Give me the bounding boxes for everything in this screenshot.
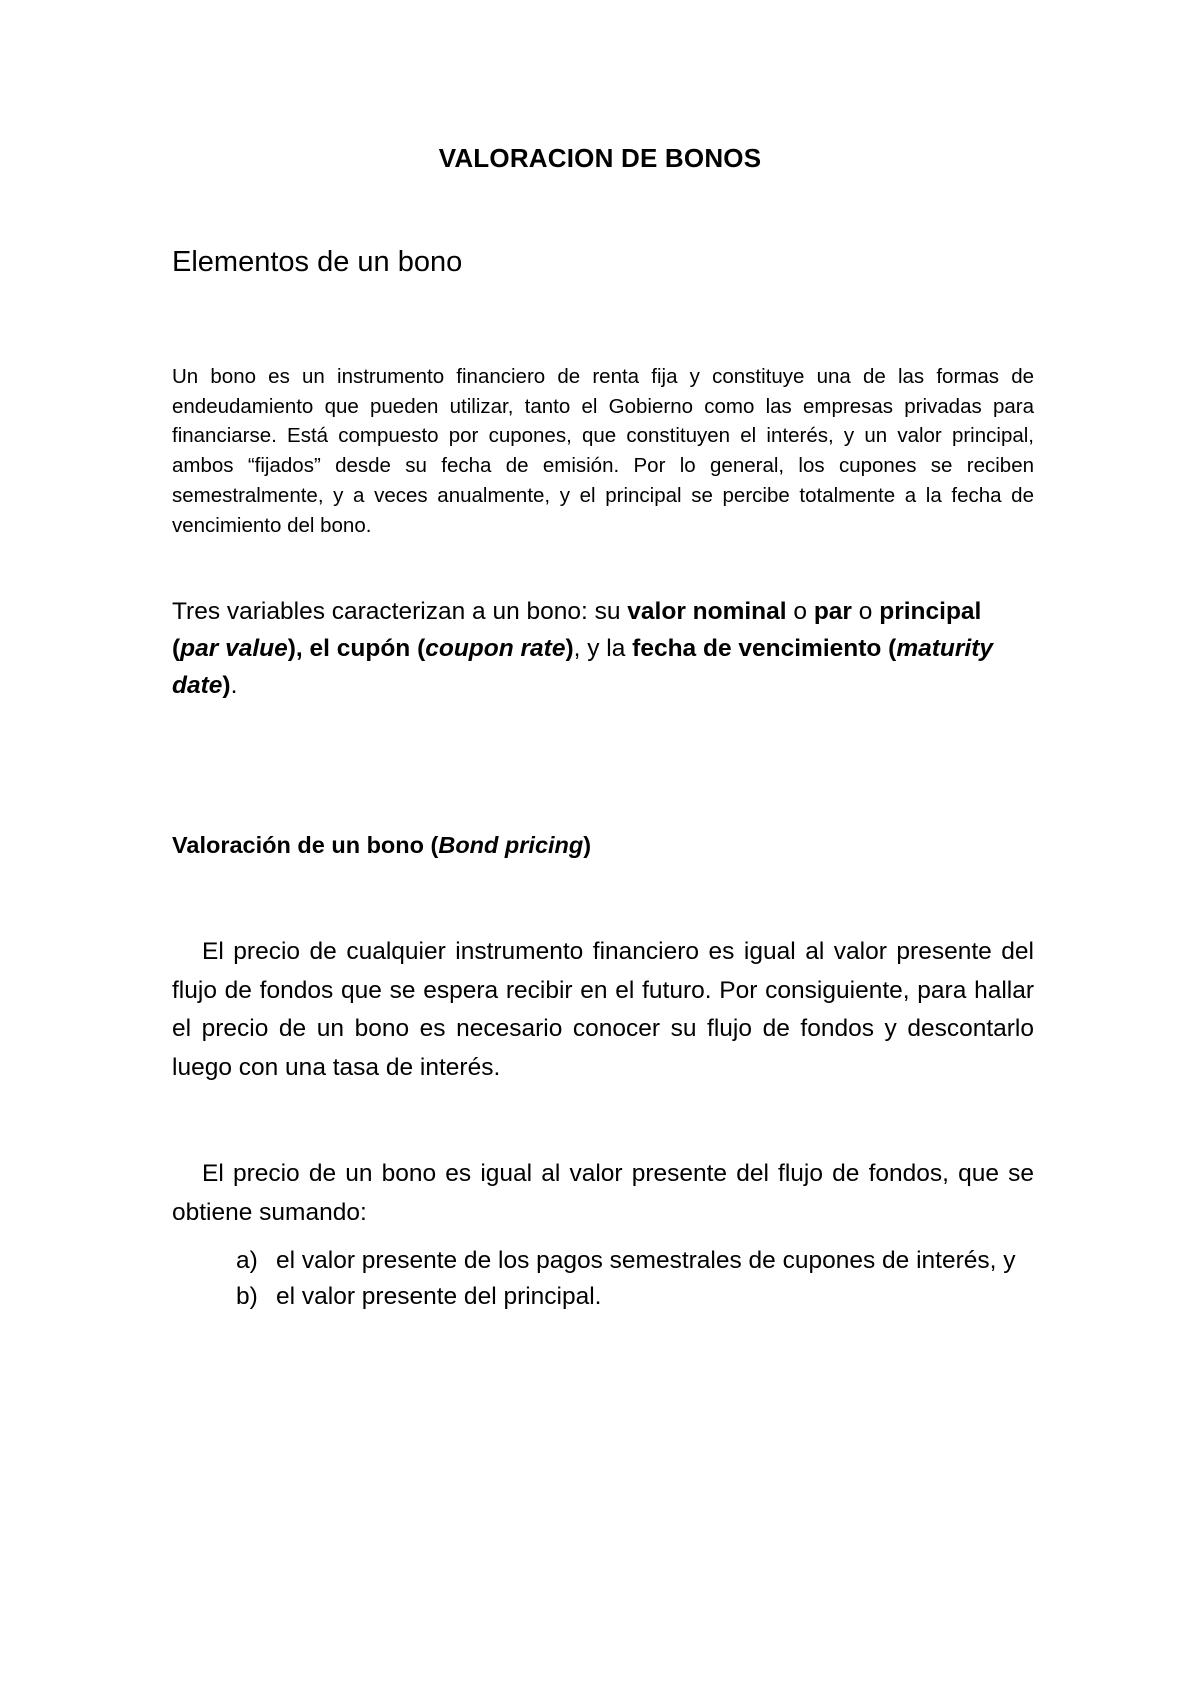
heading-close: )	[583, 832, 592, 858]
bond-variables-paragraph	[172, 593, 1034, 704]
heading-italic: Bond pricing	[438, 832, 584, 858]
paren-open: (	[172, 635, 181, 662]
text-span: o	[786, 598, 814, 625]
price-definition-paragraph	[172, 933, 1034, 1087]
list-marker: b)	[236, 1283, 258, 1310]
paragraph-text: El precio de cualquier instrumento financiero es igual al valor presente del flujo de fondos que se espera recibir en el futuro. Por consiguiente, para hallar el precio de un bono es necesario conocer su flujo de fondos y descontarlo luego con una tasa de interés.	[172, 938, 1034, 1081]
term-par-value: par value	[180, 635, 288, 662]
term-coupon-rate: coupon rate	[425, 635, 566, 662]
heading-text: Valoración de un bono (	[172, 832, 439, 858]
section-heading-elements: Elementos de un bono	[172, 246, 463, 278]
list-item	[236, 1281, 1036, 1313]
list-item	[236, 1245, 1036, 1277]
list-marker: a)	[236, 1247, 258, 1274]
term-valor-nominal: valor nominal	[627, 598, 787, 625]
term-fecha-vencimiento: fecha de vencimiento (	[632, 635, 897, 662]
list-item-text: el valor presente del principal.	[276, 1283, 602, 1310]
term-cupon: ), el cupón (	[287, 635, 426, 662]
bond-definition-paragraph: Un bono es un instrumento financiero de renta fija y constituye una de las formas de endeudamiento que pueden utilizar, tanto el Gobierno como las empresas privadas para financiarse. Está compuesto por cupones, que constituyen el interés, y un valor principal, ambos “fijados” desde su fecha de emisión. Por lo general, los cupones se reciben semestralmente, y a veces anualmente, y el principal se percibe totalmente a la fecha de vencimiento del bono.	[172, 365, 1034, 537]
paren-close: )	[222, 672, 231, 699]
paren-close: )	[565, 635, 574, 662]
list-item-text: el valor presente de los pagos semestrales de cupones de interés, y	[276, 1247, 1016, 1274]
text-span: Tres variables caracterizan a un bono: su	[172, 598, 628, 625]
paragraph-text: El precio de un bono es igual al valor presente del flujo de fondos, que se obtiene sumando:	[172, 1160, 1034, 1226]
term-par: par	[813, 598, 852, 625]
text-span: .	[230, 672, 238, 699]
section-heading-valoracion	[172, 832, 591, 859]
term-maturity-date: maturity date	[172, 635, 993, 699]
term-principal: principal	[879, 598, 982, 625]
text-span: o	[851, 598, 880, 625]
price-sum-paragraph	[172, 1155, 1034, 1232]
price-components-list	[236, 1245, 1036, 1317]
text-span: , y la	[573, 635, 633, 662]
document-title: VALORACION DE BONOS	[438, 143, 762, 173]
